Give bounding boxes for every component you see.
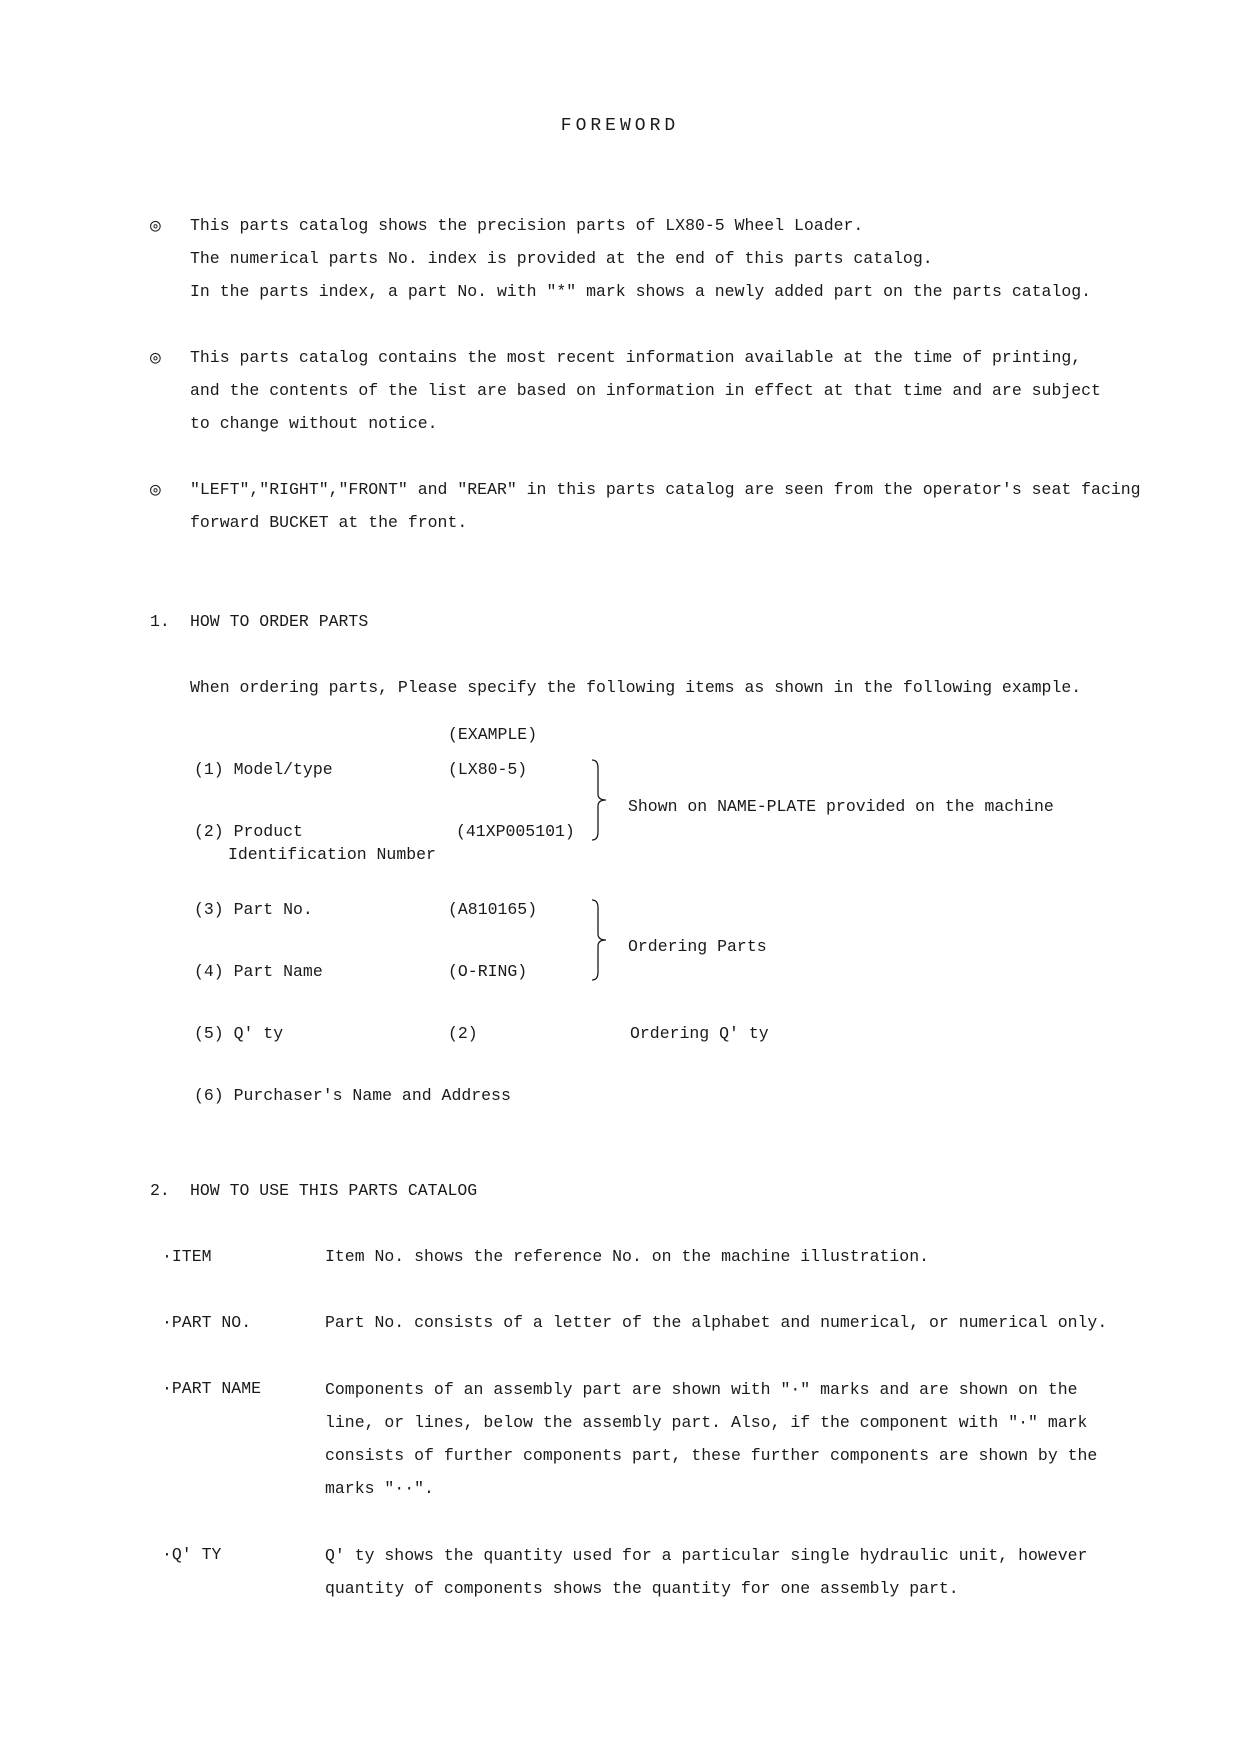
term-label: ·PART NO. <box>162 1313 252 1332</box>
page-title: FOREWORD <box>560 116 680 136</box>
note-line: The numerical parts No. index is provided at the end of this parts catalog. <box>190 249 933 268</box>
term-label: ·PART NAME <box>162 1379 262 1398</box>
item-example: (LX80-5) <box>448 760 528 779</box>
term-label: ·Q' TY <box>162 1545 222 1564</box>
section-heading: HOW TO ORDER PARTS <box>190 612 369 631</box>
term-description: Q' ty shows the quantity used for a particular single hydraulic unit, however <box>325 1546 1088 1565</box>
brace-icon <box>590 758 604 842</box>
item-example: (A810165) <box>448 900 538 919</box>
ordering-qty-note: Ordering Q' ty <box>630 1024 769 1043</box>
item-example: (O-RING) <box>448 962 528 981</box>
section-heading: HOW TO USE THIS PARTS CATALOG <box>190 1181 478 1200</box>
section-intro: When ordering parts, Please specify the following items as shown in the following example. <box>190 678 1082 697</box>
brace-icon <box>590 898 604 982</box>
item-example: (2) <box>448 1024 478 1043</box>
double-circle-icon: ◎ <box>150 349 161 369</box>
item-label-continued: Identification Number <box>228 845 436 864</box>
nameplate-note: Shown on NAME-PLATE provided on the machine <box>628 797 1054 816</box>
term-description: Item No. shows the reference No. on the machine illustration. <box>325 1247 929 1266</box>
term-description: quantity of components shows the quantity for one assembly part. <box>325 1579 959 1598</box>
term-description: Components of an assembly part are shown with "·" marks and are shown on the <box>325 1380 1078 1399</box>
term-description: line, or lines, below the assembly part. Also, if the component with "·" mark <box>325 1413 1088 1432</box>
item-label: (4) Part Name <box>194 962 323 981</box>
note-line: This parts catalog contains the most recent information available at the time of printing, <box>190 348 1082 367</box>
section-number: 1. <box>150 612 170 631</box>
double-circle-icon: ◎ <box>150 481 161 501</box>
note-line: to change without notice. <box>190 414 438 433</box>
item-label: (2) Product <box>194 822 303 841</box>
note-line: In the parts index, a part No. with "*" mark shows a newly added part on the parts catalog. <box>190 282 1092 301</box>
section-number: 2. <box>150 1181 170 1200</box>
note-line: This parts catalog shows the precision parts of LX80-5 Wheel Loader. <box>190 216 864 235</box>
term-description: consists of further components part, these further components are shown by the <box>325 1446 1098 1465</box>
note-line: "LEFT","RIGHT","FRONT" and "REAR" in this parts catalog are seen from the operator's seat facing <box>190 480 1141 499</box>
term-description: Part No. consists of a letter of the alphabet and numerical, or numerical only. <box>325 1313 1108 1332</box>
double-circle-icon: ◎ <box>150 217 161 237</box>
ordering-parts-note: Ordering Parts <box>628 937 767 956</box>
item-label: (5) Q' ty <box>194 1024 284 1043</box>
term-label: ·ITEM <box>162 1247 212 1266</box>
example-header: (EXAMPLE) <box>448 725 538 744</box>
note-line: and the contents of the list are based on information in effect at that time and are subject <box>190 381 1101 400</box>
item-label: (3) Part No. <box>194 900 313 919</box>
item-label: (1) Model/type <box>194 760 333 779</box>
item-example: (41XP005101) <box>456 822 575 841</box>
term-description: marks "··". <box>325 1479 434 1498</box>
note-line: forward BUCKET at the front. <box>190 513 468 532</box>
item-label: (6) Purchaser's Name and Address <box>194 1086 511 1105</box>
